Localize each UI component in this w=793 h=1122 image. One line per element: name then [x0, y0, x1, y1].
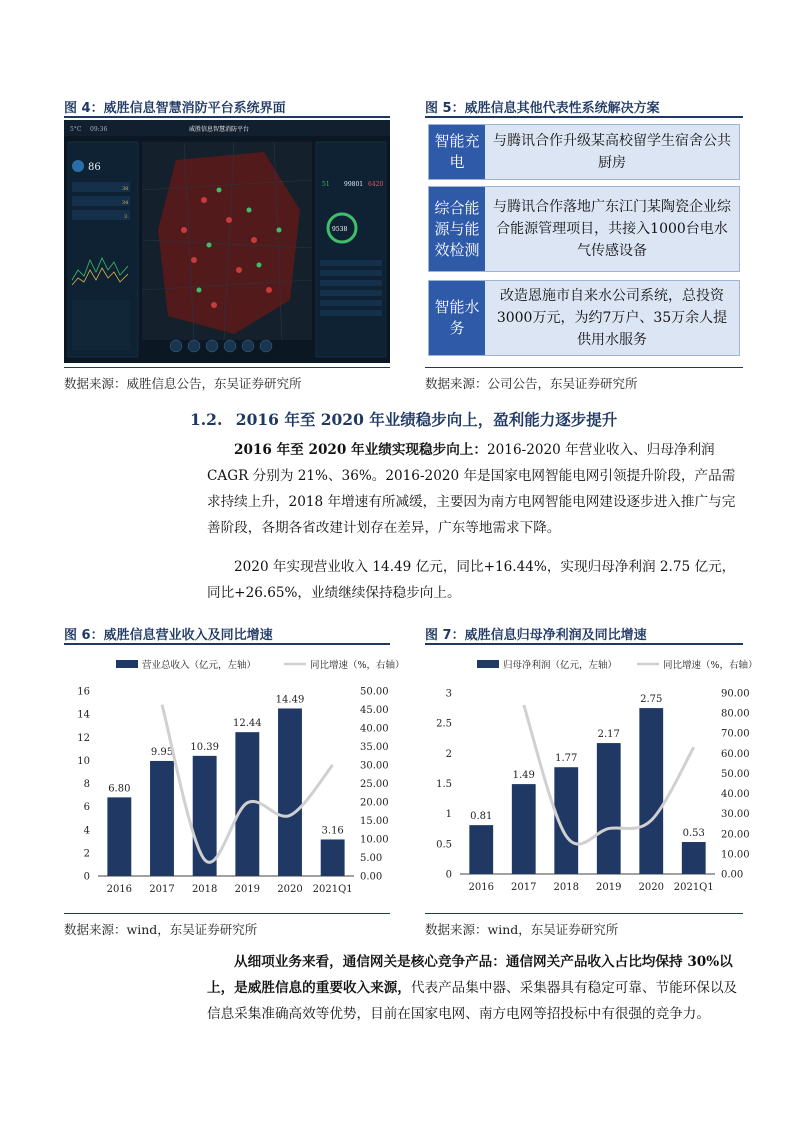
paragraph-lead: 从细项业务来看，通信网关是核心竞争产品：通信网关产品收入占比均保持 30%以上，是威胜信息的重要收入来源， [207, 954, 733, 996]
y-tick-label: 0 [83, 871, 90, 883]
y-tick-label: 16 [77, 686, 90, 698]
screen-counter-2: 99801 [344, 181, 364, 188]
bar [278, 708, 302, 876]
y-tick-label: 2 [445, 748, 452, 760]
fig7-rule [425, 643, 743, 645]
paragraph-body: 2016-2020 年营业收入、归母净利润 CAGR 分别为 21%、36%。2016-2020 年是国家电网智能电网引领提升阶段，产品需求持续上升，2018 年增速有所减缓，主要因为南方电网智能电网建设逐步进入推广与完善阶段，各期各省改建计划存在差异，广东等地需求下降。 [207, 442, 736, 536]
fig5-source: 数据来源：公司公告，东吴证券研究所 [425, 376, 638, 391]
y-tick-label: 0.5 [436, 839, 452, 851]
screen-counter-1: 51 [322, 181, 330, 188]
screen-ring: 9538 [332, 226, 348, 233]
y2-tick-label: 70.00 [721, 728, 750, 740]
x-tick-label: 2020 [277, 884, 303, 895]
y-tick-label: 8 [83, 779, 90, 790]
y2-tick-label: 0.00 [721, 869, 744, 881]
fig4-rule-bottom [64, 367, 390, 368]
bar-data-label: 12.44 [233, 718, 262, 730]
x-tick-label: 2016 [468, 882, 494, 893]
legend-line-label: 同比增速（%，右轴） [663, 660, 758, 671]
solution-tag: 智能水务 [429, 281, 485, 355]
paragraph-lead: 2016 年至 2020 年业绩实现稳步向上： [234, 442, 487, 458]
fig7-title: 图 7：威胜信息归母净利润及同比增速 [425, 628, 647, 643]
screen-side-1: 38 [122, 186, 129, 192]
section-number: 1.2. [190, 410, 223, 429]
bar-data-label: 2.17 [597, 729, 620, 741]
bar-data-label: 0.81 [470, 811, 493, 823]
net-profit-chart [425, 650, 758, 912]
y2-tick-label: 20.00 [360, 797, 389, 809]
x-tick-label: 2017 [511, 882, 537, 893]
y-tick-label: 2.5 [436, 718, 452, 730]
y-tick-label: 10 [77, 755, 90, 767]
paragraph-body: 代表产品集中器、采集器具有稳定可靠、节能环保以及信息采集准确高效等优势，目前在国家电网、南方电网等招投标中有很强的竞争力。 [207, 980, 738, 1022]
paragraph-gateway [207, 949, 740, 1027]
y2-tick-label: 30.00 [360, 760, 389, 772]
bar-data-label: 1.77 [555, 753, 578, 765]
fig6-rule [64, 643, 390, 645]
solution-text: 与腾讯合作落地广东江门某陶瓷企业综合能源管理项目，共接入1000台电水气传感设备 [485, 187, 739, 271]
bar-data-label: 14.49 [275, 694, 305, 706]
y2-tick-label: 20.00 [721, 829, 750, 841]
y-tick-label: 1 [445, 809, 452, 821]
fig7-source: 数据来源：wind，东吴证券研究所 [425, 922, 619, 937]
screen-stat: 86 [88, 162, 101, 173]
bar [469, 825, 493, 874]
solution-tag: 智能充电 [429, 125, 485, 179]
y-tick-label: 14 [77, 709, 90, 721]
solution-item [428, 124, 740, 180]
y2-tick-label: 30.00 [721, 809, 750, 821]
solution-text: 与腾讯合作升级某高校留学生宿舍公共厨房 [485, 125, 739, 179]
y-tick-label: 2 [83, 848, 90, 860]
y-tick-label: 12 [77, 732, 90, 744]
bar [107, 797, 131, 876]
section-heading [190, 408, 617, 430]
legend-bar-swatch [477, 660, 499, 668]
x-tick-label: 2019 [234, 884, 261, 895]
y2-tick-label: 15.00 [360, 816, 389, 827]
x-tick-label: 2019 [596, 882, 622, 893]
fig4-rule [64, 116, 390, 118]
y2-tick-label: 50.00 [360, 686, 389, 698]
section-title: 2016 年至 2020 年业绩稳步向上，盈利能力逐步提升 [235, 410, 618, 429]
fig7-rule-bottom [425, 913, 743, 914]
bar-data-label: 3.16 [321, 825, 344, 837]
y2-tick-label: 80.00 [721, 708, 750, 720]
y-tick-label: 4 [83, 825, 90, 837]
bar-data-label: 6.80 [108, 783, 131, 795]
bar-data-label: 10.39 [190, 741, 219, 753]
solution-tag: 综合能源与能效检测 [429, 187, 485, 271]
y-tick-label: 6 [83, 802, 90, 814]
solution-item [428, 186, 740, 272]
bar [150, 761, 174, 876]
y2-tick-label: 25.00 [360, 779, 389, 790]
legend-bar-swatch [116, 660, 138, 668]
y2-tick-label: 40.00 [721, 789, 750, 801]
fire-platform-screenshot [64, 120, 390, 363]
fig6-source: 数据来源：wind，东吴证券研究所 [64, 922, 258, 937]
bar-data-label: 0.53 [682, 828, 705, 840]
y2-tick-label: 45.00 [360, 705, 389, 716]
x-tick-label: 2020 [638, 882, 664, 893]
paragraph-2020: 2020 年实现营业收入 14.49 亿元，同比+16.44%，实现归母净利润 2.75 亿元，同比+26.65%，业绩继续保持稳步向上。 [207, 559, 736, 601]
fig5-title: 图 5：威胜信息其他代表性系统解决方案 [425, 101, 660, 116]
screen-temp: 5°C [70, 126, 82, 133]
legend-bar-label: 营业总收入（亿元，左轴） [142, 660, 257, 671]
y-tick-label: 3 [445, 688, 452, 700]
y-tick-label: 1.5 [436, 779, 452, 790]
fig4-source: 数据来源：威胜信息公告，东吴证券研究所 [64, 376, 302, 391]
x-tick-label: 2018 [553, 882, 579, 893]
legend-bar-label: 归母净利润（亿元，左轴） [503, 660, 618, 671]
x-tick-label: 2021Q1 [673, 882, 714, 893]
paragraph-performance [207, 437, 740, 541]
screen-side-3: 3 [124, 214, 128, 220]
solution-text: 改造恩施市自来水公司系统，总投资3000万元，为约7万户、35万余人提供用水服务 [485, 281, 739, 355]
y2-tick-label: 90.00 [721, 688, 750, 700]
solution-item [428, 280, 740, 356]
x-tick-label: 2018 [191, 884, 218, 895]
fig4-title: 图 4：威胜信息智慧消防平台系统界面 [64, 101, 286, 116]
x-tick-label: 2021Q1 [312, 884, 353, 895]
bar-data-label: 1.49 [512, 770, 535, 782]
screen-counter-3: 6420 [368, 181, 384, 188]
revenue-chart [64, 650, 405, 912]
screen-side-2: 34 [122, 200, 129, 206]
x-tick-label: 2017 [149, 884, 175, 895]
y2-tick-label: 10.00 [721, 849, 750, 861]
y2-tick-label: 35.00 [360, 742, 389, 753]
bar-data-label: 9.95 [150, 746, 174, 758]
y-tick-label: 0 [445, 869, 452, 881]
fig5-rule-bottom [425, 367, 743, 368]
y2-tick-label: 10.00 [360, 834, 389, 846]
y2-tick-label: 60.00 [721, 748, 750, 760]
fig6-title: 图 6：威胜信息营业收入及同比增速 [64, 628, 273, 643]
bar [639, 708, 663, 874]
screen-header: 威胜信息智慧消防平台 [189, 126, 250, 133]
fig5-rule [425, 116, 743, 118]
bar [682, 842, 706, 874]
y2-tick-label: 5.00 [360, 853, 383, 864]
screen-time: 09:36 [90, 126, 108, 133]
bar [597, 743, 621, 874]
fig6-rule-bottom [64, 913, 390, 914]
bar-data-label: 2.75 [640, 694, 663, 706]
bar [512, 784, 536, 874]
x-tick-label: 2016 [106, 884, 133, 895]
legend-line-label: 同比增速（%，右轴） [310, 660, 405, 671]
y2-tick-label: 50.00 [721, 768, 750, 780]
y2-tick-label: 0.00 [360, 871, 383, 883]
bar [321, 839, 345, 876]
y2-tick-label: 40.00 [360, 723, 389, 735]
